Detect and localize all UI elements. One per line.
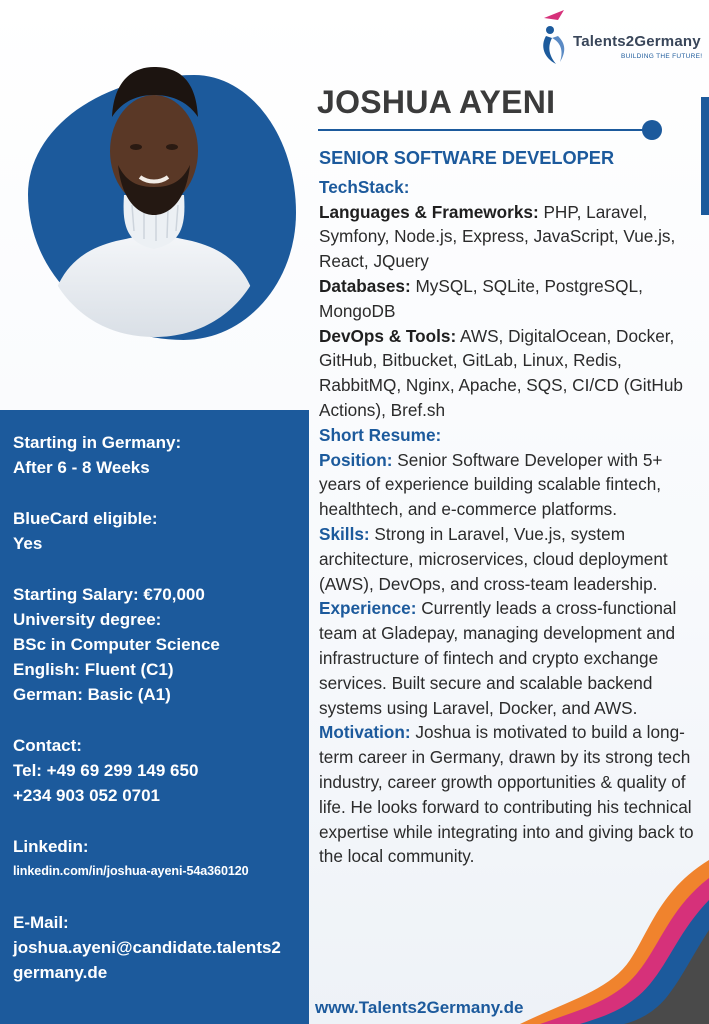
motivation-value: Joshua is motivated to build a long-term career in Germany, drawn by its strong tech industry, career growth opportunities & quality of life. He looks forward to contributing his technical expertise while integrating into and giving back to the local community. [319,722,694,867]
linkedin-label: Linkedin: [13,837,89,856]
degree-value: BSc in Computer Science [13,635,220,654]
german-level: German: Basic (A1) [13,685,171,704]
databases-value: MySQL, SQLite, PostgreSQL, MongoDB [319,275,643,321]
candidate-facts-panel [0,410,309,1024]
motivation-row [319,720,699,869]
position-label: Position: [319,449,393,470]
candidate-name: JOSHUA AYENI [317,84,556,120]
languages-row [319,200,699,274]
motivation-label: Motivation: [319,722,411,743]
devops-value: AWS, DigitalOcean, Docker, GitHub, Bitbucket, GitLab, Linux, Redis, RabbitMQ, Nginx, Apache, SQS, CI/CD (GitHub Actions), Bref.sh [319,325,683,420]
contact-label: Contact: [13,736,82,755]
profile-details [319,146,699,869]
skills-label: Skills: [319,523,370,544]
position-value: Senior Software Developer with 5+ years of experience building scalable fintech, healthtech, and e-commerce platforms. [319,449,663,520]
start-value: After 6 - 8 Weeks [13,458,150,477]
bluecard-label: BlueCard eligible: [13,509,158,528]
email-label: E-Mail: [13,913,69,932]
email-link-line1[interactable]: joshua.ayeni@candidate.talents2 [13,938,281,957]
resume-heading: Short Resume: [319,424,442,445]
candidate-photo [36,55,272,339]
experience-row [319,596,699,720]
languages-value: PHP, Laravel, Symfony, Node.js, Express, JavaScript, Vue.js, React, JQuery [319,201,676,272]
degree-label: University degree: [13,610,162,629]
name-underline-dot [642,120,662,140]
databases-row [319,274,699,324]
databases-label: Databases: [319,275,411,296]
logo-tagline: BUILDING THE FUTURE! [621,53,703,60]
email-link-line2[interactable]: germany.de [13,963,108,982]
languages-label: Languages & Frameworks: [319,201,539,222]
experience-value: Currently leads a cross-functional team at Gladepay, managing development and infrastructure of fintech and crypto exchange services. Built secure and scalable backend systems using Laravel, Docker, and AWS. [319,598,677,718]
accent-bar [701,97,709,215]
talents2germany-logo-icon [538,6,572,64]
english-level: English: Fluent (C1) [13,660,174,679]
start-label: Starting in Germany: [13,433,182,452]
phone-germany[interactable]: Tel: +49 69 299 149 650 [13,761,199,780]
salary: Starting Salary: €70,000 [13,585,205,604]
linkedin-link[interactable]: linkedin.com/in/joshua-ayeni-54a360120 [13,864,249,878]
devops-label: DevOps & Tools: [319,325,457,346]
candidate-role: SENIOR SOFTWARE DEVELOPER [319,148,615,168]
phone-nigeria[interactable]: +234 903 052 0701 [13,786,161,805]
website-link[interactable]: www.Talents2Germany.de [315,998,524,1017]
logo-text: Talents2Germany [573,33,701,50]
brand-logo[interactable] [538,6,706,66]
position-row [319,448,699,522]
bluecard-value: Yes [13,534,43,553]
experience-label: Experience: [319,598,417,619]
skills-row [319,522,699,596]
devops-row [319,324,699,423]
decorative-waves [510,860,709,1024]
skills-value: Strong in Laravel, Vue.js, system architecture, microservices, cloud deployment (AWS), DevOps, and cross-team leadership. [319,523,668,594]
name-underline [318,129,652,131]
techstack-heading: TechStack: [319,176,410,197]
